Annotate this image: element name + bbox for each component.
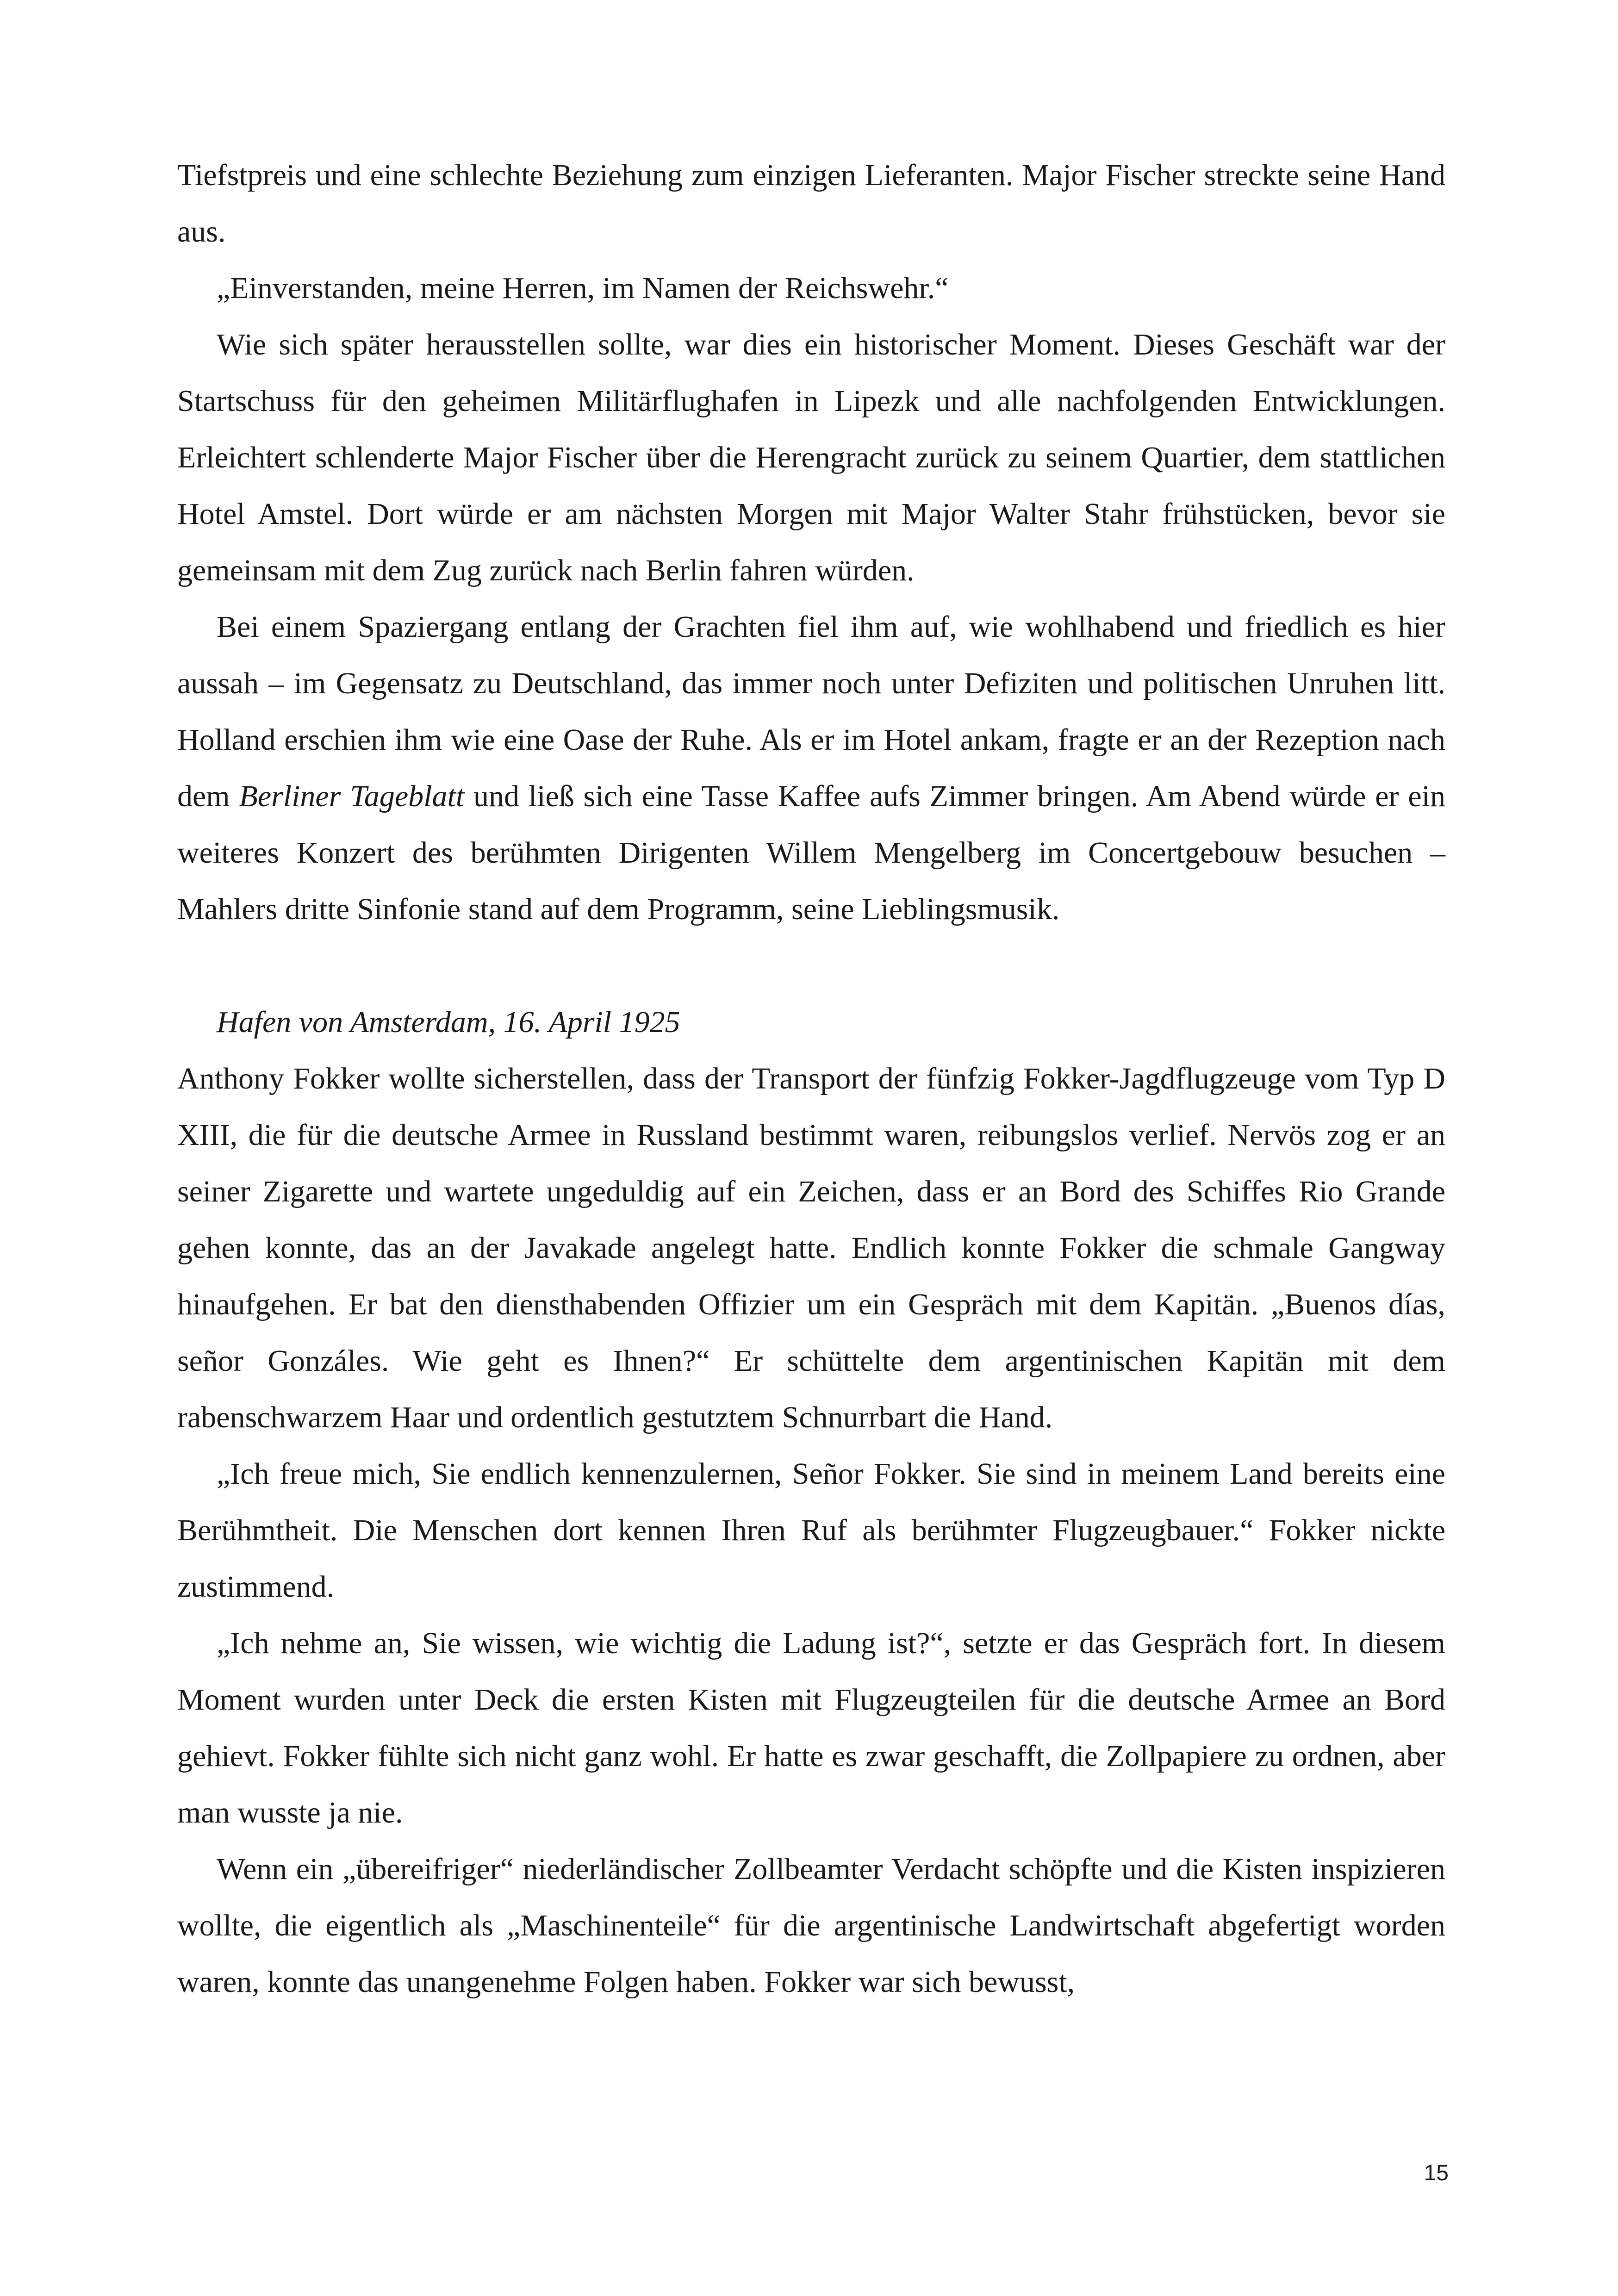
newspaper-title: Berliner Tageblatt [239,779,465,813]
paragraph-6: „Ich freue mich, Sie endlich kennenzulernen, Señor Fokker. Sie sind in meinem Land bereits eine Berühmtheit. Die Menschen dort kennen Ihren Ruf als berühmter Flugzeugbauer.“ Fokker nickte zustimmend. [177,1457,1445,1604]
page-number: 15 [1424,2161,1449,2185]
paragraph-4 [177,599,1445,938]
paragraph-4-text-b: und ließ sich eine Tasse Kaffee aufs Zimmer bringen. Am Abend würde er ein weiteres Konzert des berühmten Dirigenten Willem Mengelberg im Concertgebouw besuchen – Mahlers dritte Sinfonie stand auf dem Programm, seine Lieblingsmusik. [177,779,1445,926]
paragraph-3: Wie sich später herausstellen sollte, war dies ein historischer Moment. Dieses Geschäft war der Startschuss für den geheimen Militärflughafen in Lipezk und alle nachfolgenden Entwicklungen. Erleichtert schlenderte Major Fischer über die Herengracht zurück zu seinem Quartier, dem stattlichen Hotel Amstel. Dort würde er am nächsten Morgen mit Major Walter Stahr frühstücken, bevor sie gemeinsam mit dem Zug zurück nach Berlin fahren würden. [177,328,1445,587]
paragraph-7: „Ich nehme an, Sie wissen, wie wichtig die Ladung ist?“, setzte er das Gespräch fort. In diesem Moment wurden unter Deck die ersten Kisten mit Flugzeugteilen für die deutsche Armee an Bord gehievt. Fokker fühlte sich nicht ganz wohl. Er hatte es zwar geschafft, die Zollpapiere zu ordnen, aber man wusste ja nie. [177,1626,1445,1829]
section-heading: Hafen von Amsterdam, 16. April 1925 [217,1005,680,1039]
paragraph-5: Anthony Fokker wollte sicherstellen, dass der Transport der fünfzig Fokker-Jagdflugzeuge vom Typ D XIII, die für die deutsche Armee in Russland bestimmt waren, reibungslos verlief. Nervös zog er an seiner Zigarette und wartete ungeduldig auf ein Zeichen, dass er an Bord des Schiffes Rio Grande gehen konnte, das an der Javakade angelegt hatte. Endlich konnte Fokker die schmale Gangway hinaufgehen. Er bat den diensthabenden Offizier um ein Gespräch mit dem Kapitän. „Buenos días, señor Gonzáles. Wie geht es Ihnen?“ Er schüttelte dem argentinischen Kapitän mit dem rabenschwarzem Haar und ordentlich gestutztem Schnurrbart die Hand. [177,1062,1445,1434]
paragraph-1: Tiefstpreis und eine schlechte Beziehung zum einzigen Lieferanten. Major Fischer streckte seine Hand aus. [177,158,1445,249]
paragraph-8: Wenn ein „übereifriger“ niederländischer Zollbeamter Verdacht schöpfte und die Kisten inspizieren wollte, die eigentlich als „Maschinenteile“ für die argentinische Landwirtschaft abgefertigt worden waren, konnte das unangenehme Folgen haben. Fokker war sich bewusst, [177,1852,1445,1999]
paragraph-4-text-a: Bei einem Spaziergang entlang der Grachten fiel ihm auf, wie wohlhabend und friedlich es hier aussah – im Gegensatz zu Deutschland, das immer noch unter Defiziten und politischen Unruhen litt. Holland erschien ihm wie eine Oase der Ruhe. Als er im Hotel ankam, fragte er an der Rezeption nach dem [177,610,1445,813]
body-text [177,147,1445,2010]
paragraph-2: „Einverstanden, meine Herren, im Namen der Reichswehr.“ [217,271,949,305]
